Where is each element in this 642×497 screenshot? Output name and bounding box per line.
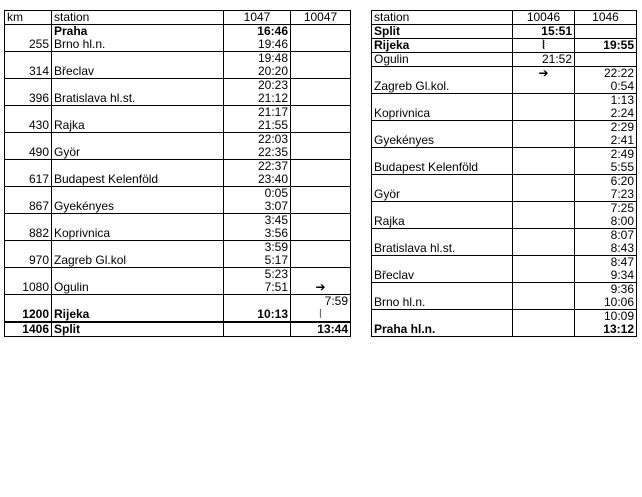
- time-cell: [575, 53, 637, 67]
- station-cell: Zagreb Gl.kol.: [372, 80, 513, 94]
- table-row: [5, 214, 351, 228]
- time-cell: 9:36: [575, 283, 637, 297]
- table-row: [5, 146, 351, 160]
- time-cell: ⦚: [513, 39, 575, 53]
- table-row: [5, 227, 351, 241]
- km-cell: 1080: [5, 281, 52, 295]
- table-row: [372, 80, 637, 94]
- header-train-10047: 10047: [291, 11, 351, 25]
- time-cell: 21:52: [513, 53, 575, 67]
- header-station: station: [52, 11, 224, 25]
- station-cell: [372, 148, 513, 162]
- station-cell: [52, 52, 224, 66]
- station-cell: Rijeka: [52, 308, 224, 322]
- table-row: [5, 38, 351, 52]
- km-cell: 430: [5, 119, 52, 133]
- station-cell: Brno hl.n.: [372, 296, 513, 310]
- time-cell: [513, 94, 575, 108]
- table-row: [5, 65, 351, 79]
- km-cell: 882: [5, 227, 52, 241]
- table-row: [5, 308, 351, 322]
- time-cell: [291, 38, 351, 52]
- km-cell: [5, 52, 52, 66]
- header-train-1047: 1047: [224, 11, 291, 25]
- station-cell: Rajka: [52, 119, 224, 133]
- time-cell: 10:09: [575, 310, 637, 324]
- time-cell: [291, 119, 351, 133]
- time-cell: [575, 25, 637, 39]
- time-cell: 0:54: [575, 80, 637, 94]
- table-row: [372, 175, 637, 189]
- time-cell: 19:46: [224, 38, 291, 52]
- time-cell: [291, 160, 351, 174]
- header-km: km: [5, 11, 52, 25]
- time-cell: [291, 187, 351, 201]
- station-cell: [372, 202, 513, 216]
- time-cell: 2:29: [575, 121, 637, 135]
- station-cell: [52, 241, 224, 255]
- time-cell: [224, 295, 291, 309]
- table-row: [5, 200, 351, 214]
- time-cell: [513, 188, 575, 202]
- station-cell: Budapest Kelenföld: [372, 161, 513, 175]
- time-cell: [513, 80, 575, 94]
- time-cell: [513, 242, 575, 256]
- table-row: [5, 281, 351, 295]
- time-cell: [513, 283, 575, 297]
- station-cell: Gyekényes: [52, 200, 224, 214]
- time-cell: 7:51: [224, 281, 291, 295]
- time-cell: [291, 106, 351, 120]
- time-cell: [291, 133, 351, 147]
- table-row: [5, 295, 351, 309]
- time-cell: [291, 254, 351, 268]
- time-cell: [513, 269, 575, 283]
- station-cell: Rajka: [372, 215, 513, 229]
- time-cell: [513, 296, 575, 310]
- km-cell: 396: [5, 92, 52, 106]
- time-cell: [291, 92, 351, 106]
- table-row: [372, 148, 637, 162]
- time-cell: [513, 323, 575, 337]
- time-cell: [291, 241, 351, 255]
- time-cell: [291, 227, 351, 241]
- station-cell: Ogulin: [372, 53, 513, 67]
- table-row: [372, 39, 637, 53]
- time-cell: 19:48: [224, 52, 291, 66]
- time-cell: [513, 161, 575, 175]
- station-cell: Ogulin: [52, 281, 224, 295]
- table-row: [372, 202, 637, 216]
- km-cell: [5, 160, 52, 174]
- time-cell: 10:06: [575, 296, 637, 310]
- time-cell: 8:47: [575, 256, 637, 270]
- time-cell: 8:07: [575, 229, 637, 243]
- time-cell: 3:56: [224, 227, 291, 241]
- table-row: [372, 67, 637, 81]
- time-cell: [513, 175, 575, 189]
- station-cell: Rijeka: [372, 39, 513, 53]
- table-row: [372, 161, 637, 175]
- time-cell: [291, 65, 351, 79]
- time-cell: 22:35: [224, 146, 291, 160]
- station-cell: [52, 268, 224, 282]
- time-cell: [291, 214, 351, 228]
- station-cell: [52, 79, 224, 93]
- time-cell: 8:00: [575, 215, 637, 229]
- time-cell: 22:22: [575, 67, 637, 81]
- km-cell: [5, 214, 52, 228]
- time-cell: 22:37: [224, 160, 291, 174]
- time-cell: 16:46: [224, 25, 291, 39]
- table-row: [372, 94, 637, 108]
- time-cell: 2:49: [575, 148, 637, 162]
- time-cell: [291, 25, 351, 39]
- station-cell: Györ: [52, 146, 224, 160]
- time-cell: [513, 310, 575, 324]
- km-cell: 314: [5, 65, 52, 79]
- station-cell: [52, 133, 224, 147]
- time-cell: 15:51: [513, 25, 575, 39]
- station-cell: [372, 256, 513, 270]
- station-cell: Budapest Kelenföld: [52, 173, 224, 187]
- table-row: [5, 322, 351, 337]
- left-timetable: [4, 10, 351, 337]
- time-cell: 7:59: [291, 295, 351, 309]
- time-cell: [513, 202, 575, 216]
- time-cell: 7:25: [575, 202, 637, 216]
- km-cell: 1200: [5, 308, 52, 322]
- km-cell: 255: [5, 38, 52, 52]
- km-cell: [5, 295, 52, 309]
- station-cell: Bratislava hl.st.: [52, 92, 224, 106]
- time-cell: 20:20: [224, 65, 291, 79]
- station-cell: Koprivnica: [52, 227, 224, 241]
- table-row: [372, 256, 637, 270]
- station-cell: Praha hl.n.: [372, 323, 513, 337]
- time-cell: [513, 121, 575, 135]
- time-cell: 5:55: [575, 161, 637, 175]
- table-row: [372, 323, 637, 337]
- station-cell: Bratislava hl.st.: [372, 242, 513, 256]
- table-row: [5, 52, 351, 66]
- header-train-1046: 1046: [575, 11, 637, 25]
- time-cell: 5:17: [224, 254, 291, 268]
- time-cell: [291, 200, 351, 214]
- right-timetable: [371, 10, 637, 337]
- table-row: [5, 268, 351, 282]
- header-train-10046: 10046: [513, 11, 575, 25]
- table-row: [372, 242, 637, 256]
- km-cell: 970: [5, 254, 52, 268]
- time-cell: 21:55: [224, 119, 291, 133]
- table-row: [5, 133, 351, 147]
- table-row: [5, 254, 351, 268]
- time-cell: [513, 134, 575, 148]
- km-cell: [5, 241, 52, 255]
- table-row: [5, 119, 351, 133]
- km-cell: 867: [5, 200, 52, 214]
- station-cell: [372, 67, 513, 81]
- time-cell: [224, 322, 291, 337]
- time-cell: [291, 268, 351, 282]
- time-cell: 19:55: [575, 39, 637, 53]
- km-cell: [5, 79, 52, 93]
- table-row: [372, 53, 637, 67]
- time-cell: 21:17: [224, 106, 291, 120]
- table-row: [372, 229, 637, 243]
- time-cell: 2:41: [575, 134, 637, 148]
- km-cell: [5, 133, 52, 147]
- time-cell: ➔: [513, 67, 575, 81]
- table-row: [372, 296, 637, 310]
- table-row: [372, 269, 637, 283]
- table-row: [5, 160, 351, 174]
- station-cell: Split: [372, 25, 513, 39]
- time-cell: 13:12: [575, 323, 637, 337]
- time-cell: 3:59: [224, 241, 291, 255]
- time-cell: 9:34: [575, 269, 637, 283]
- station-cell: Györ: [372, 188, 513, 202]
- table-row: [372, 121, 637, 135]
- time-cell: [513, 229, 575, 243]
- table-row: [372, 188, 637, 202]
- time-cell: [513, 148, 575, 162]
- table-row: [372, 283, 637, 297]
- time-cell: 22:03: [224, 133, 291, 147]
- station-cell: [52, 214, 224, 228]
- time-cell: [513, 215, 575, 229]
- time-cell: ⦚: [291, 308, 351, 322]
- time-cell: 6:20: [575, 175, 637, 189]
- table-row: [372, 107, 637, 121]
- station-cell: Koprivnica: [372, 107, 513, 121]
- time-cell: 10:13: [224, 308, 291, 322]
- station-cell: [52, 295, 224, 309]
- time-cell: [513, 107, 575, 121]
- table-row: [372, 25, 637, 39]
- time-cell: 7:23: [575, 188, 637, 202]
- time-cell: [291, 146, 351, 160]
- table-row: [5, 25, 351, 39]
- time-cell: 21:12: [224, 92, 291, 106]
- km-cell: [5, 25, 52, 39]
- km-cell: 490: [5, 146, 52, 160]
- station-cell: [372, 121, 513, 135]
- station-cell: [372, 175, 513, 189]
- station-cell: Praha: [52, 25, 224, 39]
- header-row: [5, 11, 351, 25]
- km-cell: [5, 268, 52, 282]
- time-cell: [513, 256, 575, 270]
- time-cell: ➔: [291, 281, 351, 295]
- station-cell: [372, 94, 513, 108]
- table-row: [372, 215, 637, 229]
- station-cell: [52, 187, 224, 201]
- station-cell: [52, 106, 224, 120]
- header-station: station: [372, 11, 513, 25]
- time-cell: [291, 79, 351, 93]
- station-cell: Split: [52, 322, 224, 337]
- time-cell: [291, 52, 351, 66]
- table-row: [372, 134, 637, 148]
- station-cell: [372, 310, 513, 324]
- header-row: [372, 11, 637, 25]
- km-cell: 617: [5, 173, 52, 187]
- time-cell: 13:44: [291, 322, 351, 337]
- time-cell: 8:43: [575, 242, 637, 256]
- time-cell: 2:24: [575, 107, 637, 121]
- km-cell: [5, 106, 52, 120]
- station-cell: [372, 229, 513, 243]
- time-cell: 3:45: [224, 214, 291, 228]
- time-cell: 5:23: [224, 268, 291, 282]
- time-cell: 23:40: [224, 173, 291, 187]
- station-cell: Břeclav: [52, 65, 224, 79]
- time-cell: [291, 173, 351, 187]
- table-row: [5, 92, 351, 106]
- table-row: [5, 79, 351, 93]
- station-cell: Brno hl.n.: [52, 38, 224, 52]
- km-cell: [5, 187, 52, 201]
- table-row: [5, 106, 351, 120]
- station-cell: [52, 160, 224, 174]
- station-cell: [372, 283, 513, 297]
- table-row: [5, 173, 351, 187]
- station-cell: Gyekényes: [372, 134, 513, 148]
- time-cell: 0:05: [224, 187, 291, 201]
- station-cell: Zagreb Gl.kol: [52, 254, 224, 268]
- station-cell: Břeclav: [372, 269, 513, 283]
- time-cell: 20:23: [224, 79, 291, 93]
- table-row: [5, 187, 351, 201]
- table-row: [5, 241, 351, 255]
- table-row: [372, 310, 637, 324]
- time-cell: 1:13: [575, 94, 637, 108]
- time-cell: 3:07: [224, 200, 291, 214]
- km-cell: 1406: [5, 322, 52, 337]
